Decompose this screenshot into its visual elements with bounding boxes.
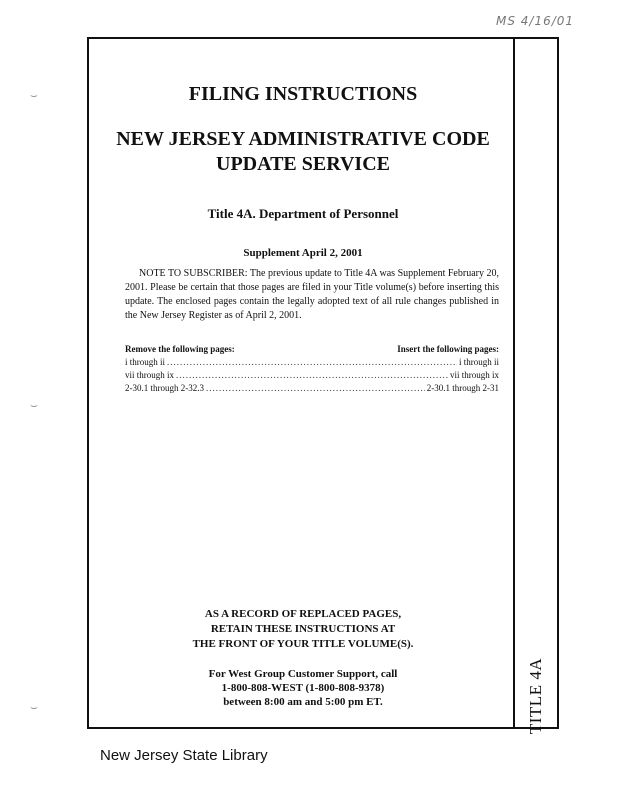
record-line: THE FRONT OF YOUR TITLE VOLUME(S).	[192, 638, 414, 650]
supplement-date: Supplement April 2, 2001	[243, 247, 363, 259]
insert-pages: i through ii	[459, 357, 499, 367]
remove-header: Remove the following pages:	[125, 344, 235, 354]
record-line: AS A RECORD OF REPLACED PAGES,	[204, 608, 402, 620]
leader-dots	[167, 356, 457, 369]
table-row	[125, 356, 499, 369]
spine-label	[517, 651, 555, 741]
insert-pages: vii through ix	[450, 370, 499, 380]
library-stamp: New Jersey State Library	[100, 747, 268, 764]
scan-mark: ⌣	[30, 398, 38, 412]
scan-mark: ⌣	[30, 700, 38, 714]
filing-instructions-page	[87, 37, 559, 735]
support-line: between 8:00 am and 5:00 pm ET.	[223, 696, 383, 708]
remove-pages: 2-30.1 through 2-32.3	[125, 383, 204, 393]
heading: FILING INSTRUCTIONS	[188, 83, 418, 105]
support-line: For West Group Customer Support, call	[208, 668, 398, 680]
record-notice	[89, 607, 517, 652]
insert-pages: 2-30.1 through 2-31	[426, 383, 499, 393]
customer-support	[89, 667, 517, 709]
leader-dots	[176, 369, 448, 382]
code-title-line: UPDATE SERVICE	[216, 153, 390, 175]
table-row	[125, 382, 499, 395]
remove-pages: vii through ix	[125, 370, 174, 380]
note-to-subscriber: NOTE TO SUBSCRIBER: The previous update to Title 4A was Supplement February 20, 2001. Please be certain that those pages are filed in your Title volume(s) before inserting this update. The enclosed pages contain the legally adopted text of all rule changes published in the New Jersey Register as of April 2, 2001.	[125, 268, 499, 321]
code-title	[89, 127, 517, 177]
title-label: Title 4A. Department of Personnel	[207, 206, 399, 221]
record-line: RETAIN THESE INSTRUCTIONS AT	[210, 623, 396, 635]
leader-dots	[206, 382, 425, 395]
insert-header: Insert the following pages:	[397, 344, 499, 354]
page-replacement-table	[125, 343, 499, 395]
scan-mark: ⌣	[30, 88, 38, 102]
remove-pages: i through ii	[125, 357, 165, 367]
handwritten-note: MS 4/16/01	[496, 14, 575, 28]
table-row	[125, 369, 499, 382]
spine-label-text: TITLE 4A	[526, 657, 546, 735]
support-line: 1-800-808-WEST (1-800-808-9378)	[221, 682, 385, 694]
code-title-line: NEW JERSEY ADMINISTRATIVE CODE	[116, 128, 490, 150]
table-header	[125, 343, 499, 356]
page-content	[89, 39, 517, 727]
spine-tab	[513, 39, 557, 735]
